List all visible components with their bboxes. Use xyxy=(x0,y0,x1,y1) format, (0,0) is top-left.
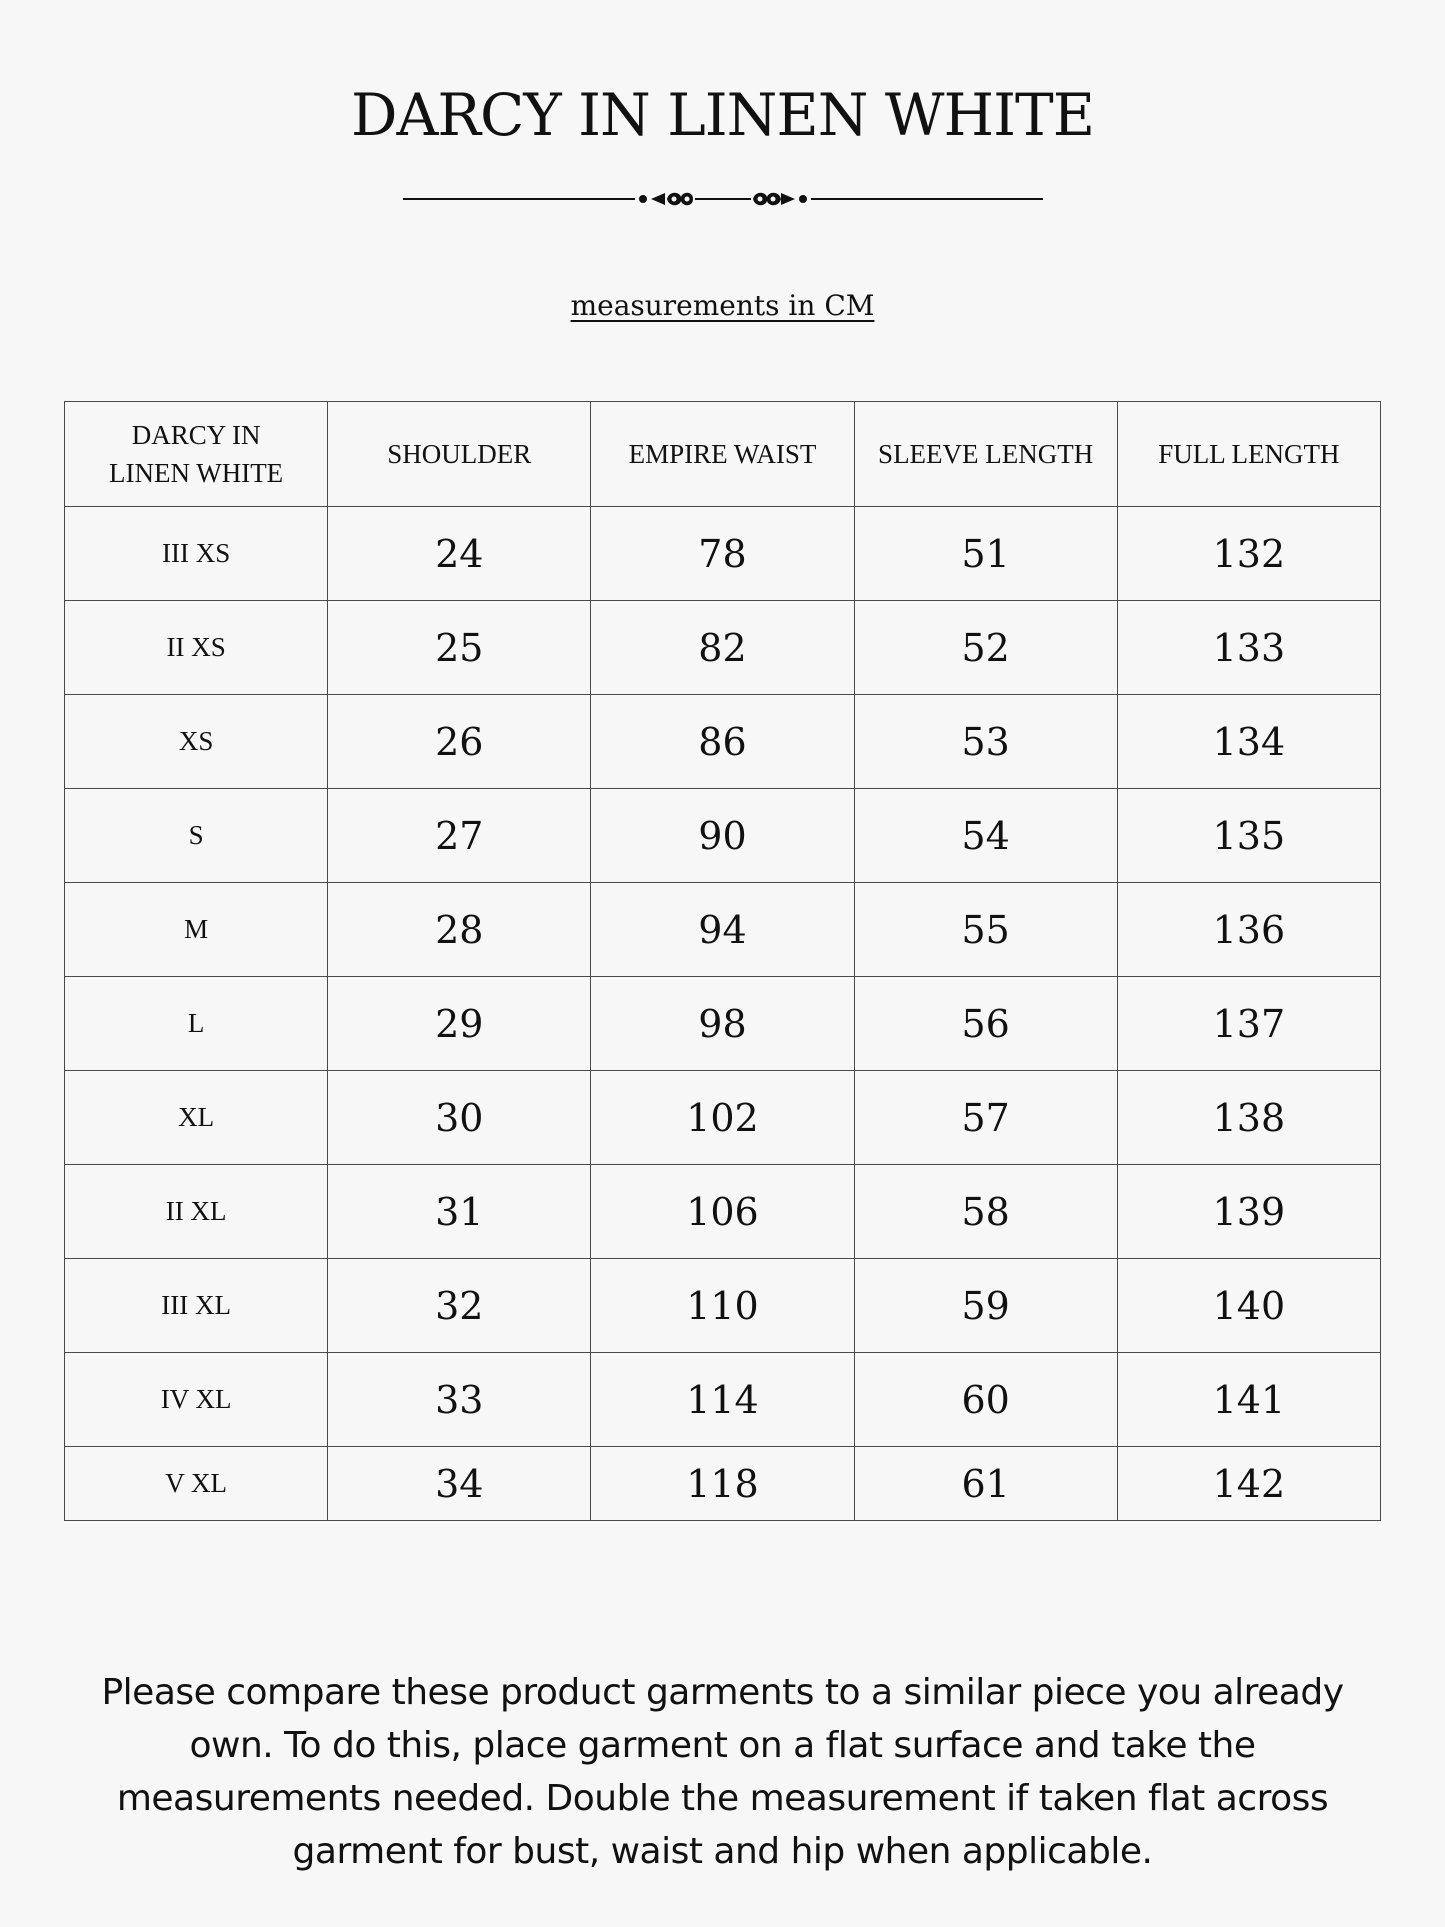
size-label: XS xyxy=(65,695,328,789)
header-product xyxy=(65,402,328,507)
measurement-instructions: Please compare these product garments to a similar piece you already own. To do this, place garment on a flat surface and take the measurements needed. Double the measurement if taken flat across garment for bust, waist and hip when applicable. xyxy=(101,1672,1344,1872)
empire-waist-value: 98 xyxy=(591,977,854,1071)
full-length-value: 133 xyxy=(1117,601,1380,695)
shoulder-value: 26 xyxy=(328,695,591,789)
shoulder-value: 33 xyxy=(328,1353,591,1447)
table-row xyxy=(65,601,1381,695)
sleeve-length-value: 58 xyxy=(854,1165,1117,1259)
sleeve-length-value: 60 xyxy=(854,1353,1117,1447)
table-row xyxy=(65,789,1381,883)
shoulder-value: 30 xyxy=(328,1071,591,1165)
sleeve-length-value: 57 xyxy=(854,1071,1117,1165)
size-label: XL xyxy=(65,1071,328,1165)
sleeve-length-value: 52 xyxy=(854,601,1117,695)
sleeve-length-value: 59 xyxy=(854,1259,1117,1353)
size-label: V XL xyxy=(65,1447,328,1521)
header-product-line2: LINEN WHITE xyxy=(108,458,284,488)
full-length-value: 132 xyxy=(1117,507,1380,601)
shoulder-value: 28 xyxy=(328,883,591,977)
units-caption-text: measurements in CM xyxy=(570,289,875,322)
empire-waist-value: 90 xyxy=(591,789,854,883)
size-label: II XS xyxy=(65,601,328,695)
table-header-row xyxy=(65,402,1381,507)
table-row xyxy=(65,1353,1381,1447)
shoulder-value: 25 xyxy=(328,601,591,695)
table-row xyxy=(65,977,1381,1071)
size-label: L xyxy=(65,977,328,1071)
divider-ornament-icon xyxy=(403,184,1043,214)
sleeve-length-value: 53 xyxy=(854,695,1117,789)
full-length-value: 136 xyxy=(1117,883,1380,977)
table-row xyxy=(65,1447,1381,1521)
empire-waist-value: 102 xyxy=(591,1071,854,1165)
sleeve-length-value: 54 xyxy=(854,789,1117,883)
full-length-value: 141 xyxy=(1117,1353,1380,1447)
table-body xyxy=(65,507,1381,1521)
table-row xyxy=(65,695,1381,789)
header-product-line1: DARCY IN xyxy=(131,420,261,450)
header-full-length: FULL LENGTH xyxy=(1117,402,1380,507)
full-length-value: 134 xyxy=(1117,695,1380,789)
table-row xyxy=(65,1259,1381,1353)
size-label: II XL xyxy=(65,1165,328,1259)
shoulder-value: 34 xyxy=(328,1447,591,1521)
empire-waist-value: 82 xyxy=(591,601,854,695)
size-label: M xyxy=(65,883,328,977)
full-length-value: 140 xyxy=(1117,1259,1380,1353)
size-label: III XL xyxy=(65,1259,328,1353)
size-label: III XS xyxy=(65,507,328,601)
shoulder-value: 27 xyxy=(328,789,591,883)
sleeve-length-value: 56 xyxy=(854,977,1117,1071)
shoulder-value: 29 xyxy=(328,977,591,1071)
sleeve-length-value: 61 xyxy=(854,1447,1117,1521)
shoulder-value: 32 xyxy=(328,1259,591,1353)
shoulder-value: 24 xyxy=(328,507,591,601)
full-length-value: 138 xyxy=(1117,1071,1380,1165)
empire-waist-value: 114 xyxy=(591,1353,854,1447)
header-sleeve-length: SLEEVE LENGTH xyxy=(854,402,1117,507)
empire-waist-value: 110 xyxy=(591,1259,854,1353)
sleeve-length-value: 55 xyxy=(854,883,1117,977)
table-row xyxy=(65,1071,1381,1165)
empire-waist-value: 118 xyxy=(591,1447,854,1521)
full-length-value: 139 xyxy=(1117,1165,1380,1259)
full-length-value: 142 xyxy=(1117,1447,1380,1521)
header-shoulder: SHOULDER xyxy=(328,402,591,507)
table-row xyxy=(65,883,1381,977)
size-label: S xyxy=(65,789,328,883)
units-caption xyxy=(0,288,1445,324)
table-row xyxy=(65,1165,1381,1259)
size-label: IV XL xyxy=(65,1353,328,1447)
empire-waist-value: 94 xyxy=(591,883,854,977)
full-length-value: 135 xyxy=(1117,789,1380,883)
sleeve-length-value: 51 xyxy=(854,507,1117,601)
empire-waist-value: 78 xyxy=(591,507,854,601)
shoulder-value: 31 xyxy=(328,1165,591,1259)
empire-waist-value: 106 xyxy=(591,1165,854,1259)
full-length-value: 137 xyxy=(1117,977,1380,1071)
page-title: DARCY IN LINEN WHITE xyxy=(350,81,1095,149)
header-empire-waist: EMPIRE WAIST xyxy=(591,402,854,507)
table-row xyxy=(65,507,1381,601)
size-chart-table xyxy=(64,401,1381,1521)
empire-waist-value: 86 xyxy=(591,695,854,789)
